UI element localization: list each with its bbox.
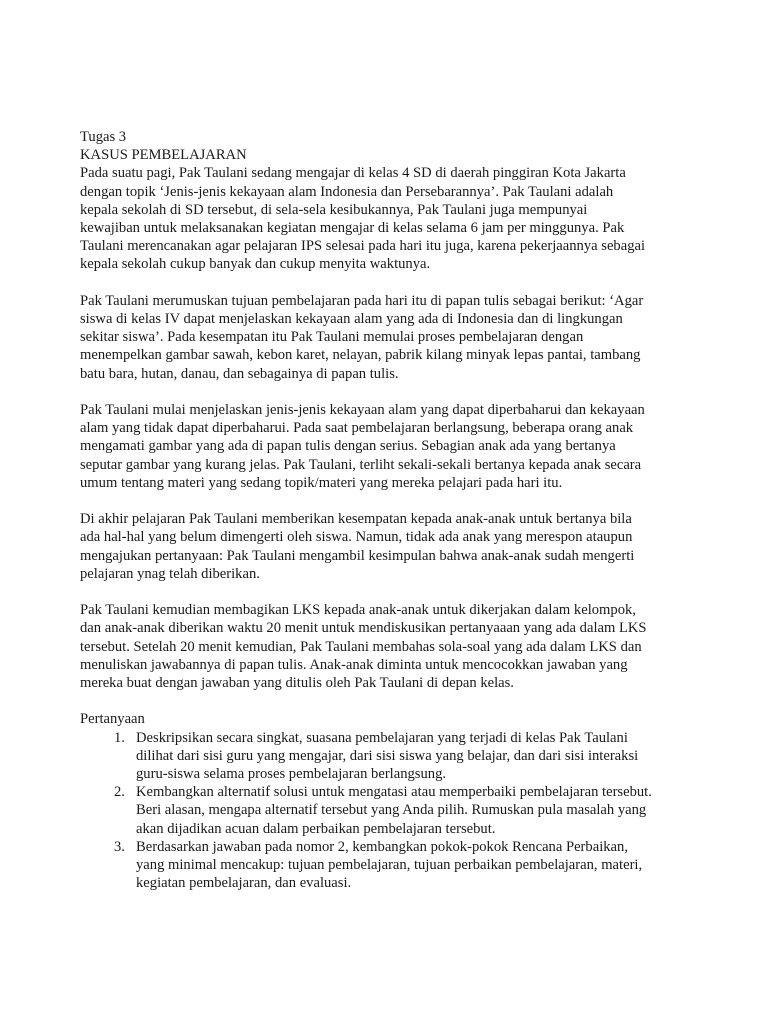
question-item xyxy=(80,783,698,838)
document-title: Tugas 3 xyxy=(80,129,127,145)
case-paragraph-3 xyxy=(80,401,698,492)
question-number: 2. xyxy=(114,784,125,801)
paragraph-line: dengan topik ‘Jenis-jenis kekayaan alam Indonesia dan Persebarannya’. Pak Taulani adalah xyxy=(80,183,614,200)
paragraph-line: batu bara, hutan, danau, dan sebagainya di papan tulis. xyxy=(80,365,399,382)
paragraph-line: Pak Taulani mulai menjelaskan jenis-jenis kekayaan alam yang dapat diperbaharui dan kekayaan xyxy=(80,402,645,419)
paragraph-line: menuliskan jawabannya di papan tulis. Anak-anak diminta untuk mencocokkan jawaban yang xyxy=(80,656,628,673)
question-line: kegiatan pembelajaran, dan evaluasi. xyxy=(136,875,352,892)
question-line: Deskripsikan secara singkat, suasana pembelajaran yang terjadi di kelas Pak Taulani xyxy=(136,729,628,746)
case-paragraph-5 xyxy=(80,601,698,692)
paragraph-line: Taulani merencanakan agar pelajaran IPS selesai pada hari itu juga, karena pekerjaannya sebagai xyxy=(80,238,646,255)
paragraph-line: Di akhir pelajaran Pak Taulani memberikan kesempatan kepada anak-anak untuk bertanya bila xyxy=(80,511,632,528)
paragraph-line: ada hal-hal yang belum dimengerti oleh siswa. Namun, tidak ada anak yang merespon ataupun xyxy=(80,529,633,546)
document-subtitle: KASUS PEMBELAJARAN xyxy=(80,147,247,164)
paragraph-line: tersebut. Setelah 20 menit kemudian, Pak Taulani membahas sola-soal yang ada dalam LKS dan xyxy=(80,638,642,655)
paragraph-line: kepala sekolah cukup banyak dan cukup menyita waktunya. xyxy=(80,256,431,273)
question-line: yang minimal mencakup: tujuan pembelajaran, tujuan perbaikan pembelajaran, materi, xyxy=(136,857,643,874)
question-item xyxy=(80,838,698,893)
paragraph-line: menempelkan gambar sawah, kebon karet, nelayan, pabrik kilang minyak lepas pantai, tambang xyxy=(80,347,641,364)
questions-heading: Pertanyaan xyxy=(80,711,145,728)
question-item xyxy=(80,729,698,784)
question-line: dilihat dari sisi guru yang mengajar, dari sisi siswa yang belajar, dan dari sisi interaksi xyxy=(136,747,639,764)
case-paragraph-2 xyxy=(80,292,698,383)
paragraph-line: Pak Taulani kemudian membagikan LKS kepada anak-anak untuk dikerjakan dalam kelompok, xyxy=(80,602,636,619)
question-line: guru-siswa selama proses pembelajaran berlangsung. xyxy=(136,766,447,783)
case-paragraph-1 xyxy=(80,164,698,273)
question-line: Kembangkan alternatif solusi untuk mengatasi atau memperbaiki pembelajaran tersebut. xyxy=(136,784,652,801)
paragraph-line: kewajiban untuk melaksanakan kegiatan mengajar di kelas selama 6 jam per minggunya. Pak xyxy=(80,220,625,237)
paragraph-line: mengajukan pertanyaan: Pak Taulani mengambil kesimpulan bahwa anak-anak sudah mengerti xyxy=(80,547,635,564)
question-number: 3. xyxy=(114,838,125,855)
paragraph-line: dan anak-anak diberikan waktu 20 menit untuk mendiskusikan pertanyaaan yang ada dalam LKS xyxy=(80,620,647,637)
paragraph-line: Pak Taulani merumuskan tujuan pembelajaran pada hari itu di papan tulis sebagai berikut: ‘Agar xyxy=(80,292,644,309)
questions-list xyxy=(80,729,698,893)
question-line: Berdasarkan jawaban pada nomor 2, kembangkan pokok-pokok Rencana Perbaikan, xyxy=(136,838,628,855)
paragraph-line: Pada suatu pagi, Pak Taulani sedang mengajar di kelas 4 SD di daerah pinggiran Kota Jakarta xyxy=(80,165,626,182)
question-number: 1. xyxy=(114,729,125,746)
question-line: Beri alasan, mengapa alternatif tersebut yang Anda pilih. Rumuskan pula masalah yang xyxy=(136,802,647,819)
paragraph-line: pelajaran ynag telah diberikan. xyxy=(80,565,260,582)
paragraph-line: seputar gambar yang kurang jelas. Pak Taulani, terliht sekali-sekali bertanya kepada anak secara xyxy=(80,456,642,473)
paragraph-line: alam yang tidak dapat diperbaharui. Pada saat pembelajaran berlangsung, beberapa orang anak xyxy=(80,420,634,437)
paragraph-line: siswa di kelas IV dapat menjelaskan kekayaan alam yang ada di Indonesia dan di lingkungan xyxy=(80,311,623,328)
paragraph-line: mereka buat dengan jawaban yang ditulis oleh Pak Taulani di depan kelas. xyxy=(80,675,514,692)
paragraph-line: umum tentang materi yang sedang topik/materi yang mereka pelajari pada hari itu. xyxy=(80,474,563,491)
paragraph-line: mengamati gambar yang ada di papan tulis dengan serius. Sebagian anak ada yang bertanya xyxy=(80,438,616,455)
paragraph-line: sekitar siswa’. Pada kesempatan itu Pak Taulani memulai proses pembelajaran dengan xyxy=(80,329,584,346)
question-line: akan dijadikan acuan dalam perbaikan pembelajaran tersebut. xyxy=(136,820,496,837)
paragraph-line: kepala sekolah di SD tersebut, di sela-sela kesibukannya, Pak Taulani juga mempunyai xyxy=(80,201,588,218)
case-paragraph-4 xyxy=(80,510,698,583)
